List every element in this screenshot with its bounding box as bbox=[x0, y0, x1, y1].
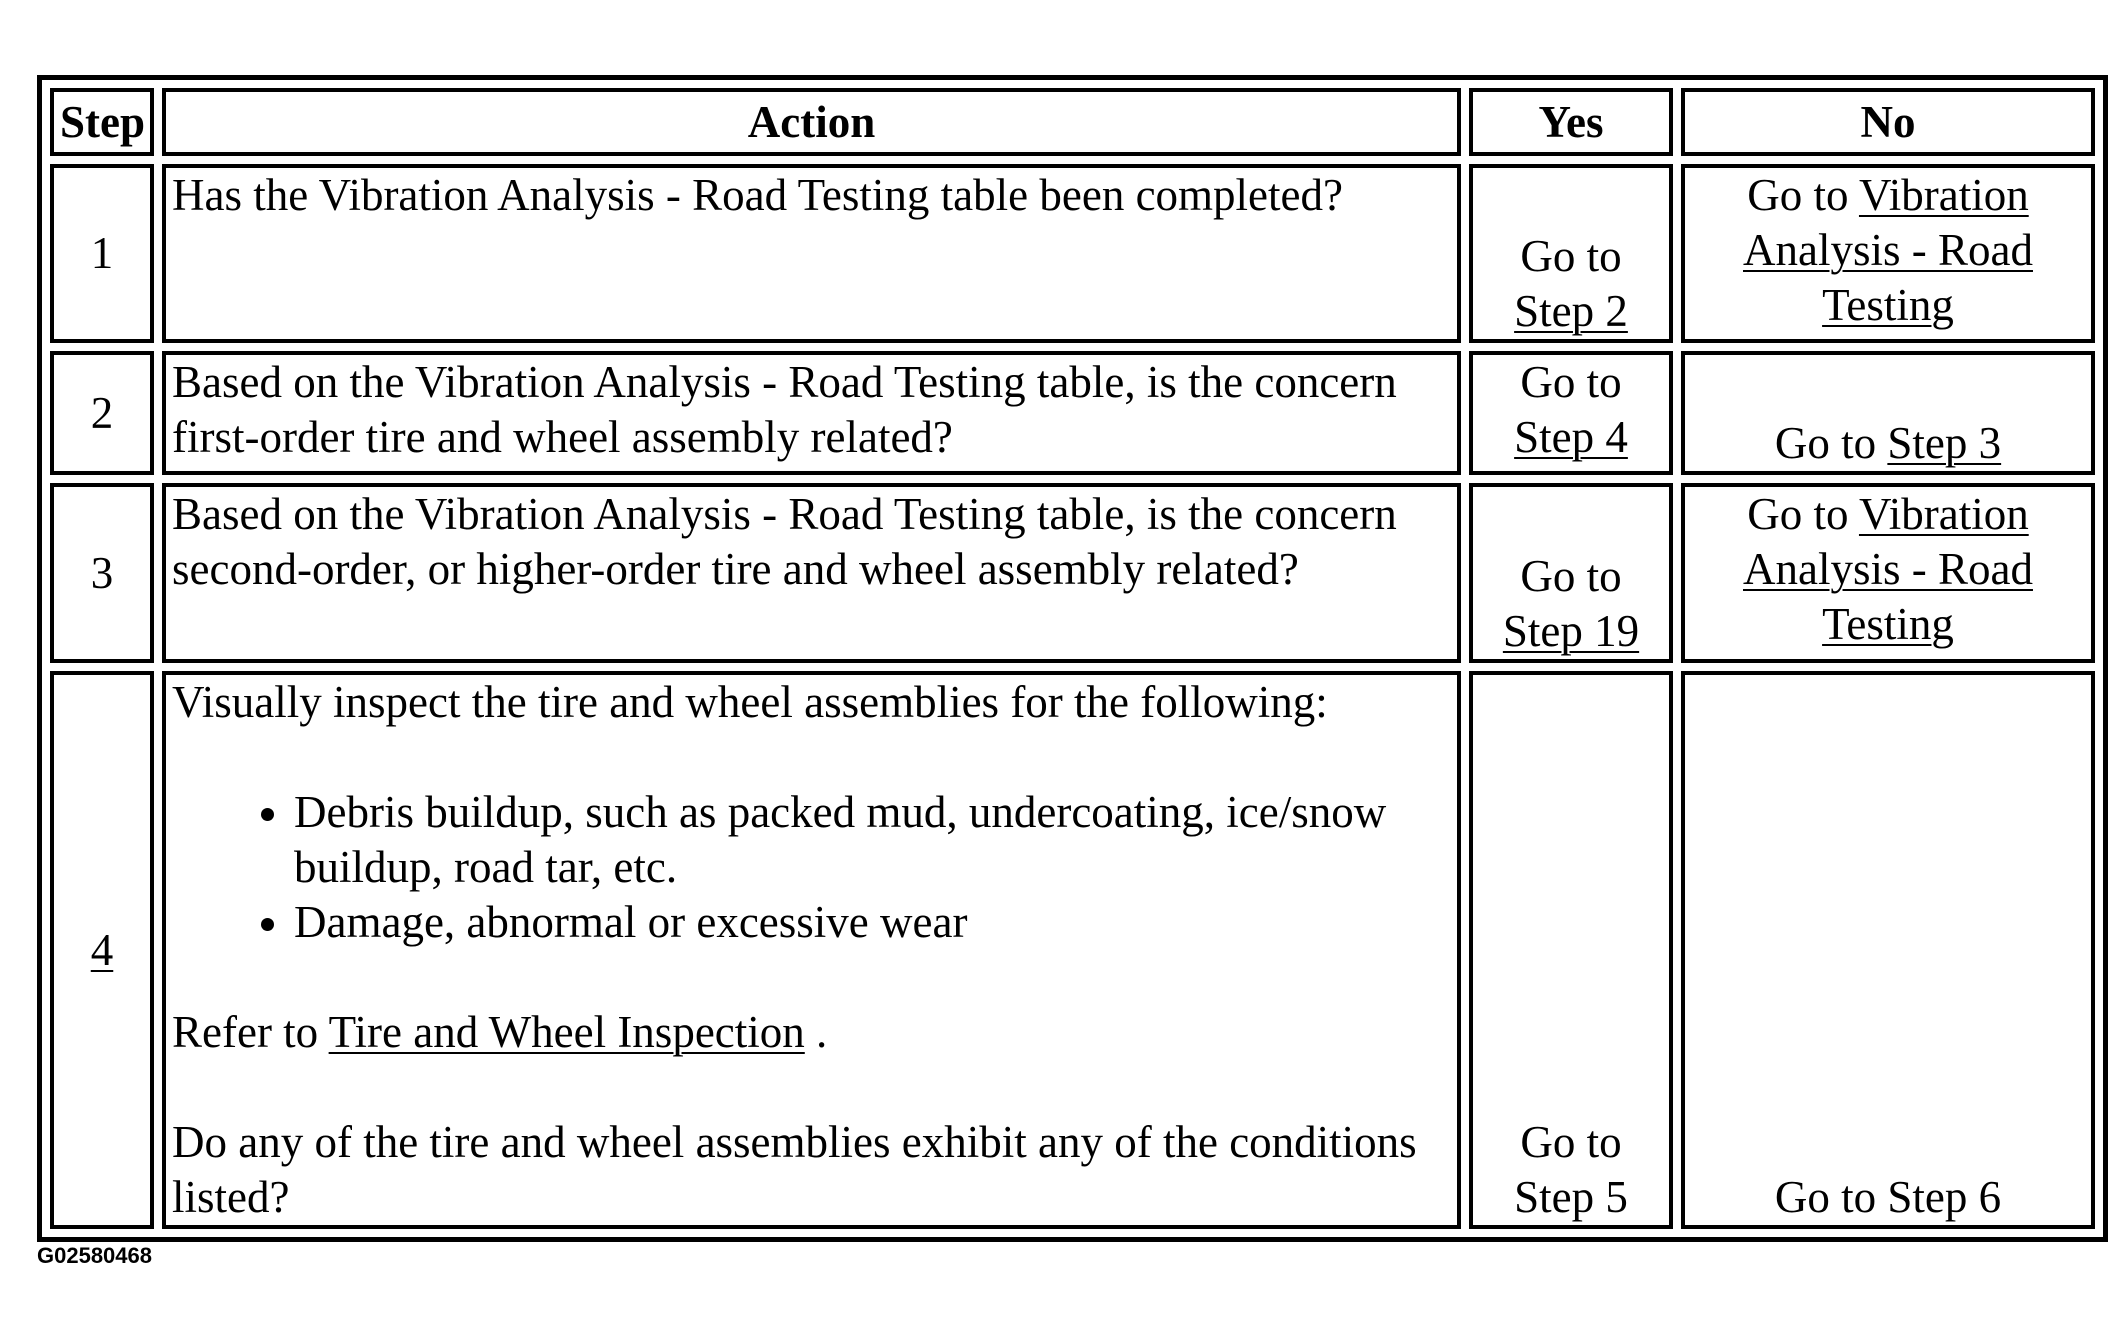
tire-wheel-inspection-link[interactable]: Tire and Wheel Inspection bbox=[328, 1007, 805, 1057]
no-cell bbox=[1681, 483, 2095, 663]
action-text: Based on the Vibration Analysis - Road Testing table, is the concern first-order tire and wheel assembly related? bbox=[162, 351, 1461, 475]
figure-id: G02580468 bbox=[37, 1243, 152, 1268]
diagnostic-table-container bbox=[37, 75, 2091, 1242]
action-text: Based on the Vibration Analysis - Road Testing table, is the concern second-order, or higher-order tire and wheel assembly related? bbox=[162, 483, 1461, 663]
header-row bbox=[50, 88, 2095, 156]
no-step-link[interactable]: Step 3 bbox=[1887, 418, 2002, 468]
diagnostic-table bbox=[37, 75, 2108, 1242]
no-prefix: Go to bbox=[1774, 418, 1877, 468]
no-cell bbox=[1681, 351, 2095, 475]
no-prefix: Go to bbox=[1747, 170, 1849, 220]
yes-step-link[interactable]: Step 2 bbox=[1514, 286, 1628, 336]
condition-list bbox=[172, 785, 1451, 950]
refer-prefix: Refer to bbox=[172, 1007, 319, 1057]
step-number: 1 bbox=[50, 164, 154, 343]
yes-step-link[interactable]: Step 19 bbox=[1502, 606, 1640, 656]
step-number-cell bbox=[50, 671, 154, 1229]
refer-line bbox=[172, 1005, 1451, 1060]
action-question: Do any of the tire and wheel assemblies exhibit any of the conditions listed? bbox=[172, 1117, 1417, 1222]
header-step: Step bbox=[50, 88, 154, 156]
yes-prefix: Go to bbox=[1520, 1117, 1622, 1167]
yes-prefix: Go to bbox=[1520, 357, 1622, 407]
no-step-text: Step 6 bbox=[1887, 1172, 2002, 1222]
step-number: 3 bbox=[50, 483, 154, 663]
action-text: Has the Vibration Analysis - Road Testing table been completed? bbox=[162, 164, 1461, 343]
yes-cell bbox=[1469, 351, 1673, 475]
header-yes: Yes bbox=[1469, 88, 1673, 156]
refer-suffix: . bbox=[816, 1007, 828, 1057]
action-cell bbox=[162, 671, 1461, 1229]
step-number: 2 bbox=[50, 351, 154, 475]
header-no: No bbox=[1681, 88, 2095, 156]
yes-cell bbox=[1469, 483, 1673, 663]
table-row bbox=[50, 483, 2095, 663]
step-number-link[interactable]: 4 bbox=[90, 924, 114, 975]
table-row bbox=[50, 164, 2095, 343]
no-cell bbox=[1681, 671, 2095, 1229]
yes-prefix: Go to bbox=[1520, 231, 1622, 281]
yes-cell bbox=[1469, 164, 1673, 343]
yes-cell bbox=[1469, 671, 1673, 1229]
no-prefix: Go to bbox=[1774, 1172, 1877, 1222]
list-item: • Debris buildup, such as packed mud, undercoating, ice/snow buildup, road tar, etc. bbox=[294, 785, 1451, 895]
yes-prefix: Go to bbox=[1520, 551, 1622, 601]
yes-step-text: Step 5 bbox=[1514, 1172, 1628, 1222]
no-link-road-testing[interactable]: Vibration Analysis - Road Testing bbox=[1743, 489, 2033, 649]
no-link-road-testing[interactable]: Vibration Analysis - Road Testing bbox=[1743, 170, 2033, 330]
action-intro: Visually inspect the tire and wheel assemblies for the following: bbox=[172, 677, 1328, 727]
header-action: Action bbox=[162, 88, 1461, 156]
table-row bbox=[50, 351, 2095, 475]
list-item: • Damage, abnormal or excessive wear bbox=[294, 895, 1451, 950]
no-cell bbox=[1681, 164, 2095, 343]
no-prefix: Go to bbox=[1747, 489, 1849, 539]
yes-step-link[interactable]: Step 4 bbox=[1514, 412, 1628, 462]
table-row bbox=[50, 671, 2095, 1229]
